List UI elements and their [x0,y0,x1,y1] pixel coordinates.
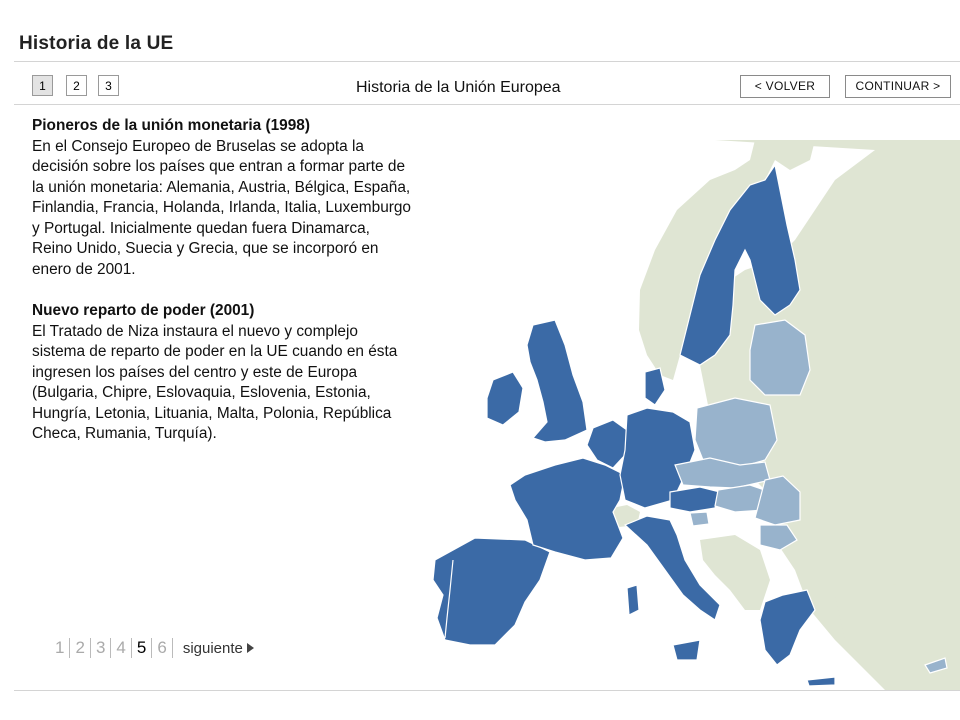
iberia [433,538,550,645]
pager-next-label: siguiente [182,639,243,657]
pager-page-1[interactable]: 1 [50,638,70,658]
slovenia [690,512,709,526]
sicily [673,640,700,660]
history-text [32,116,412,445]
section-body: El Tratado de Niza instaura el nuevo y complejo sistema de reparto de poder en la UE cuando en ésta ingresen los países del centro y este de Europa (Bulgaria, Chipre, Eslovaquia, Eslovenia, Estonia, Hungría, Letonia, Lituania, Malta, Polonia, República Checa, Rumania, Turquía). [32,322,398,442]
pager-page-3[interactable]: 3 [91,638,111,658]
austria [670,487,720,512]
continue-button[interactable]: CONTINUAR > [845,75,951,98]
section-title: Pioneros de la unión monetaria (1998) [32,117,310,134]
uk [527,320,587,442]
section-body: En el Consejo Europeo de Bruselas se adopta la decisión sobre los países que entran a formar parte de la unión monetaria: Alemania, Austria, Bélgica, España, Finlandia, Francia, Holanda, Irlanda, Italia, Luxemburgo y Portugal. Inicialmente quedan fuera Dinamarca, Reino Unido, Suecia y Grecia, que se incorporó en enero de 2001. [32,137,411,278]
section-title: Nuevo reparto de poder (2001) [32,302,255,319]
sardinia [627,585,639,615]
back-button[interactable]: < VOLVER [740,75,830,98]
header-divider [14,104,960,105]
play-arrow-icon [247,643,254,653]
europe-map [415,140,960,690]
pager-page-2[interactable]: 2 [70,638,90,658]
pager [50,636,254,660]
pager-page-5[interactable]: 5 [132,638,152,658]
pager-next-link[interactable] [173,640,254,657]
tab-1[interactable]: 1 [32,75,53,96]
tab-3[interactable]: 3 [98,75,119,96]
tab-2[interactable]: 2 [66,75,87,96]
pager-page-4[interactable]: 4 [111,638,131,658]
footer-divider [14,690,960,691]
ireland [487,372,523,425]
italy [625,516,720,620]
pager-page-6[interactable]: 6 [152,638,172,658]
page-title: Historia de la UE [19,33,174,54]
greece [760,590,815,665]
title-divider [14,61,960,62]
header-title: Historia de la Unión Europea [356,79,561,96]
crete [807,677,835,686]
